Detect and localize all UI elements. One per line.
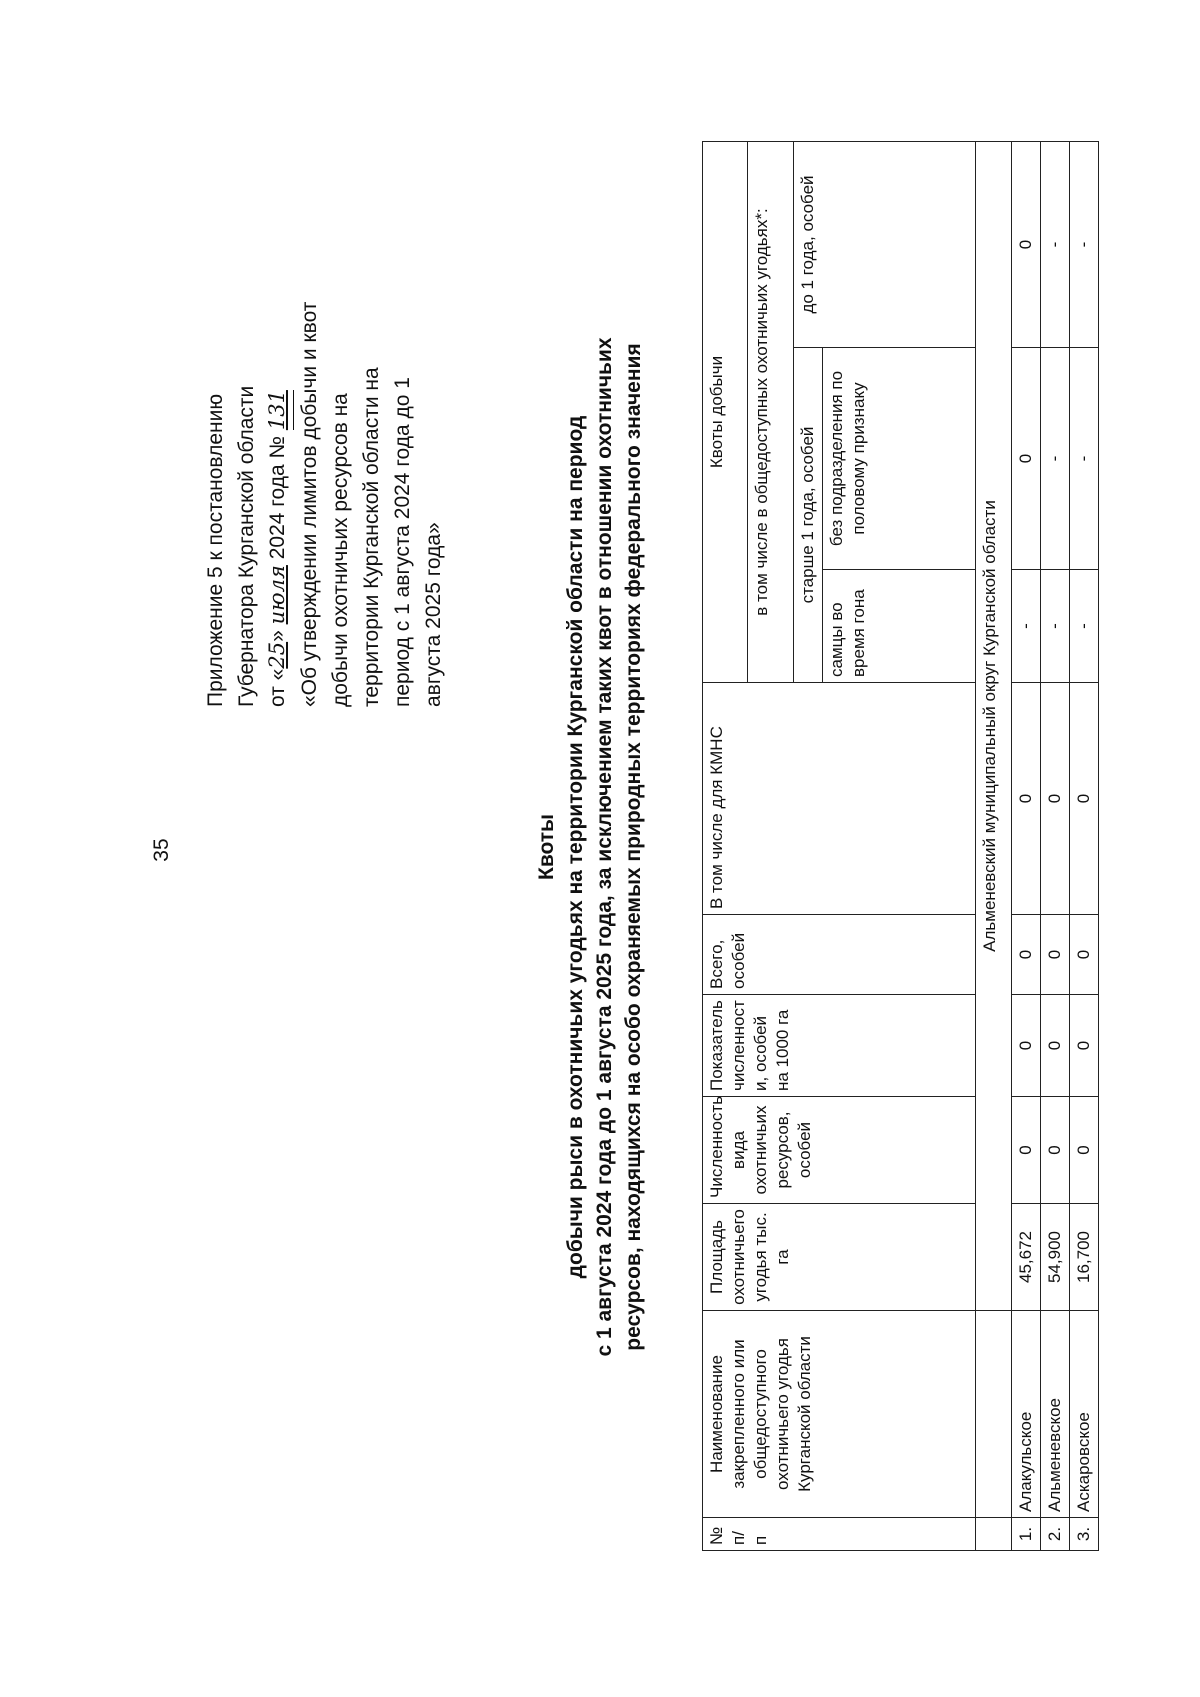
row-population: 0 xyxy=(1012,1097,1041,1204)
table-row xyxy=(1041,141,1070,1550)
title-line-4: ресурсов, находящихся на особо охраняемых природных территориях федерального значения xyxy=(622,343,645,1351)
header-public-lands: в том числе в общедоступных охотничьих угодьях*: xyxy=(748,141,794,682)
row-area: 45,672 xyxy=(1012,1204,1041,1311)
row-num: 1. xyxy=(1012,1518,1041,1551)
appendix-line-5: добычи охотничьих ресурсов на xyxy=(329,393,352,707)
row-kmns: 0 xyxy=(1012,683,1041,915)
appendix-line-8: августа 2025 года» xyxy=(422,522,445,707)
row-kmns: 0 xyxy=(1070,683,1099,915)
appendix-line-6: территории Курганской области на xyxy=(360,367,383,707)
header-quotas: Квоты добычи xyxy=(703,141,748,682)
header-no-sex: без подразделения по половому признаку xyxy=(823,348,976,570)
row-density: 0 xyxy=(1041,995,1070,1097)
row-kmns: 0 xyxy=(1041,683,1070,915)
appendix-line-1: Приложение 5 к постановлению xyxy=(204,393,227,707)
handwritten-day: 25 xyxy=(265,641,289,669)
row-total: 0 xyxy=(1041,915,1070,995)
row-name: Альменевское xyxy=(1041,1311,1070,1518)
row-total: 0 xyxy=(1012,915,1041,995)
region-empty-name xyxy=(976,1311,1012,1518)
row-population: 0 xyxy=(1041,1097,1070,1204)
row-males: - xyxy=(1012,570,1041,683)
header-num: № п/п xyxy=(703,1518,976,1551)
header-males: самцы во время гона xyxy=(823,570,976,683)
row-young: - xyxy=(1041,141,1070,347)
row-num: 3. xyxy=(1070,1518,1099,1551)
row-population: 0 xyxy=(1070,1097,1099,1204)
date-prefix: от « xyxy=(266,668,289,707)
row-no-sex: - xyxy=(1041,348,1070,570)
appendix-line-7: период с 1 августа 2024 года до 1 xyxy=(391,377,414,707)
table-row xyxy=(1012,141,1041,1550)
row-no-sex: - xyxy=(1070,348,1099,570)
appendix-line-3 xyxy=(262,147,294,707)
appendix-line-2: Губернатора Курганской области xyxy=(235,385,258,707)
quota-table xyxy=(702,141,1099,1551)
row-num: 2. xyxy=(1041,1518,1070,1551)
header-density: Показатель численност и, особей на 1000 га xyxy=(703,995,976,1097)
header-population: Численность вида охотничьих ресурсов, особей xyxy=(703,1097,976,1204)
row-males: - xyxy=(1070,570,1099,683)
row-males: - xyxy=(1041,570,1070,683)
row-density: 0 xyxy=(1012,995,1041,1097)
appendix-block xyxy=(200,147,449,707)
header-young: до 1 года, особей xyxy=(794,141,976,347)
header-total: Всего, особей xyxy=(703,915,976,995)
row-young: 0 xyxy=(1012,141,1041,347)
header-area: Площадь охотничьего угодья тыс. га xyxy=(703,1204,976,1311)
row-area: 16,700 xyxy=(1070,1204,1099,1311)
header-older: старше 1 года, особей xyxy=(794,348,823,683)
region-row: Альменевский муниципальный округ Курганской области xyxy=(976,141,1012,1310)
header-kmns: В том числе для КМНС xyxy=(703,683,976,915)
row-name: Алакульское xyxy=(1012,1311,1041,1518)
row-density: 0 xyxy=(1070,995,1099,1097)
header-name: Наименование закрепленного или общедоступного охотничьего угодья Курганской области xyxy=(703,1311,976,1518)
handwritten-number: 131 xyxy=(262,390,294,430)
title-line-2: добычи рыси в охотничьих угодьях на территории Курганской области на период xyxy=(564,415,587,1279)
date-mid: » xyxy=(266,624,289,642)
table-row xyxy=(1070,141,1099,1550)
row-name: Аскаровское xyxy=(1070,1311,1099,1518)
page-number: 35 xyxy=(150,838,173,862)
document-title xyxy=(532,137,648,1557)
appendix-line-4: «Об утверждении лимитов добычи и квот xyxy=(298,301,321,707)
title-line-3: с 1 августа 2024 года до 1 августа 2025 года, за исключением таких квот в отношении охотничьих xyxy=(593,337,616,1357)
title-line-1: Квоты xyxy=(535,814,558,880)
row-no-sex: 0 xyxy=(1012,348,1041,570)
date-suffix: 2024 года № xyxy=(266,430,289,566)
row-young: - xyxy=(1070,141,1099,347)
row-total: 0 xyxy=(1070,915,1099,995)
region-empty-num xyxy=(976,1518,1012,1551)
handwritten-month: июля xyxy=(265,565,289,625)
row-area: 54,900 xyxy=(1041,1204,1070,1311)
